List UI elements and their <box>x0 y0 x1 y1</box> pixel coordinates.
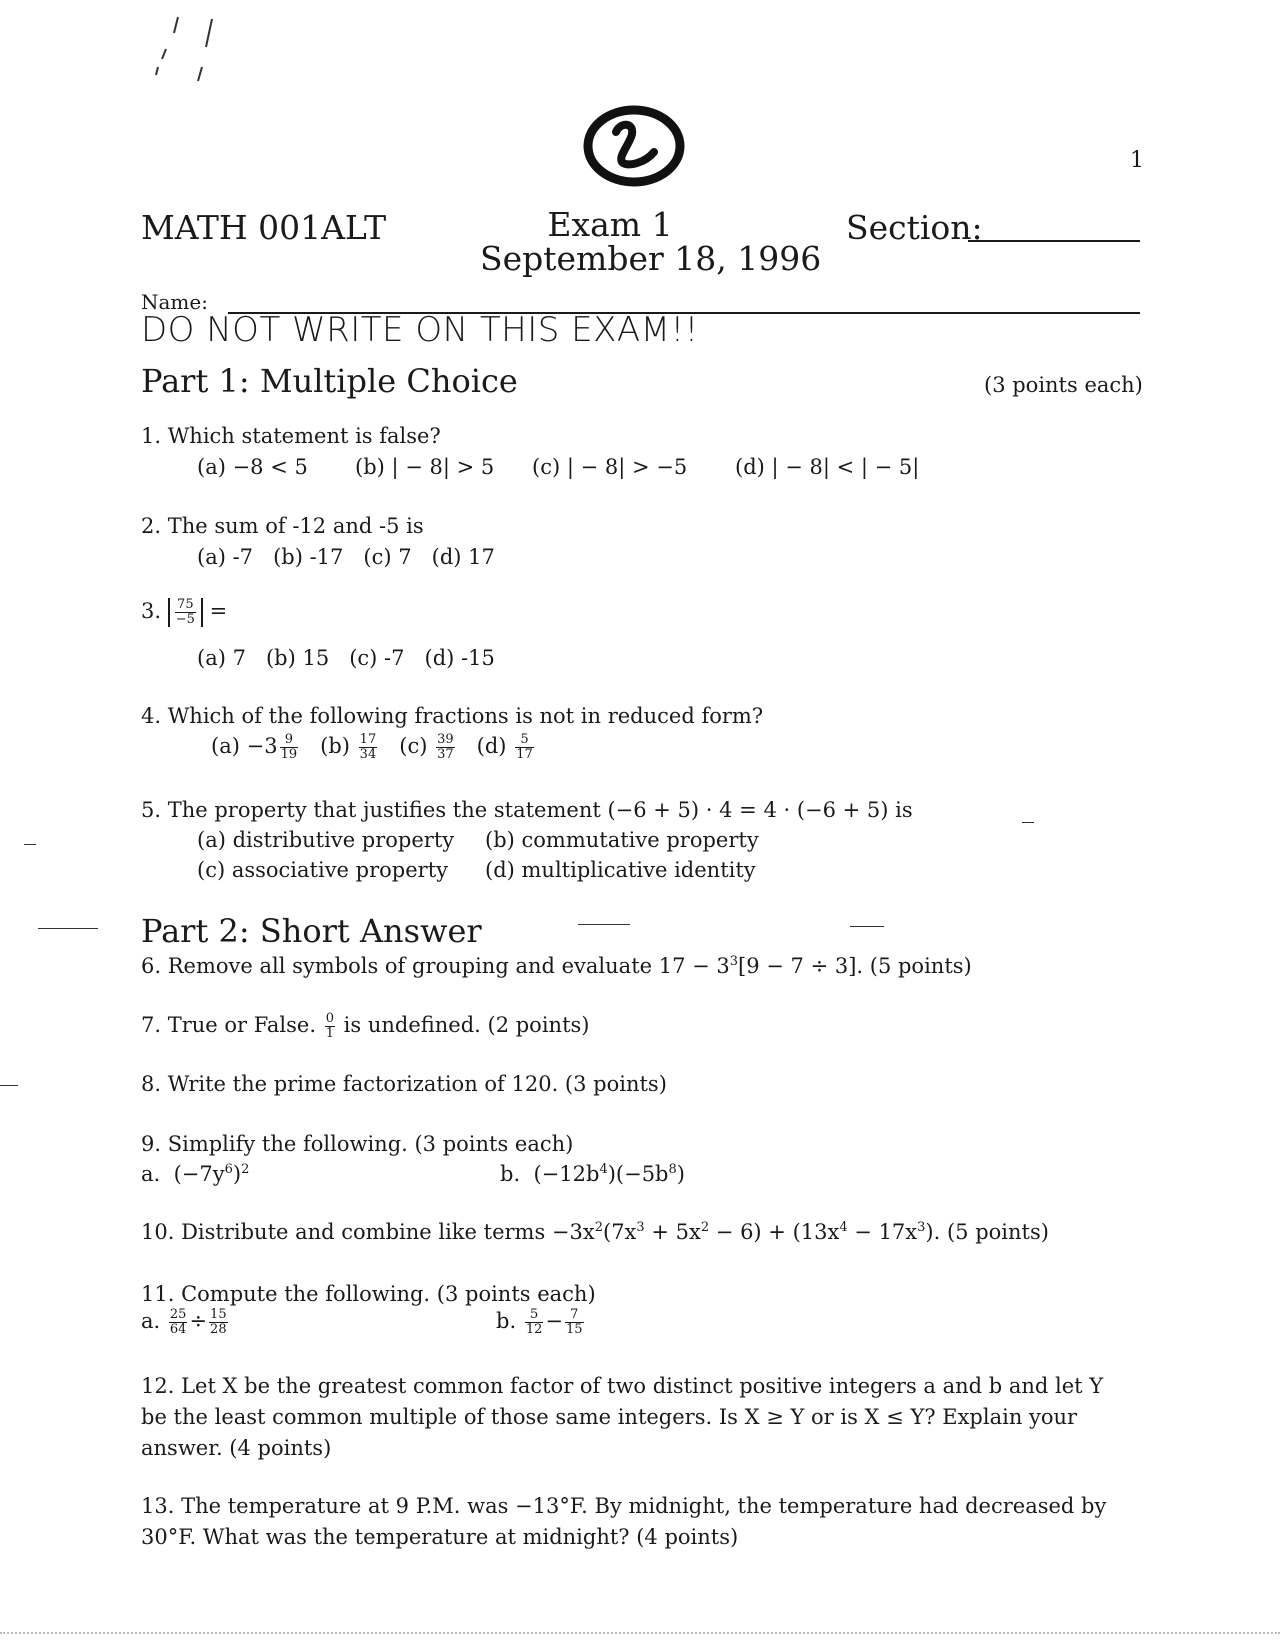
q9-a-exp1: 6 <box>224 1162 233 1177</box>
q11-b-n1: 5 <box>525 1308 544 1323</box>
handwritten-circled-mark-icon <box>582 104 686 188</box>
q11-b-d1: 12 <box>525 1322 543 1337</box>
q7-frac-den: 1 <box>325 1026 334 1041</box>
q4-a-label: (a) <box>211 734 240 758</box>
q13-line1: 13. The temperature at 9 P.M. was −13°F. By midnight, the temperature had decreased by <box>141 1494 1107 1518</box>
q11-b-frac1 <box>525 1308 544 1337</box>
q4-a-whole: −3 <box>246 734 278 758</box>
q11-a-label: a. <box>141 1309 161 1333</box>
q4-d-num: 5 <box>515 733 534 748</box>
q10-p6: ). (5 points) <box>925 1220 1049 1244</box>
q9-part-a <box>141 1162 249 1186</box>
q10-s1: 2 <box>594 1220 603 1235</box>
q11-b-d2: 15 <box>565 1322 583 1337</box>
q5-option-c: (c) associative property <box>197 858 448 882</box>
q11-a-op: ÷ <box>189 1309 208 1333</box>
q11-a-n1: 25 <box>169 1307 187 1322</box>
q9-b-exp1: 4 <box>599 1162 608 1177</box>
q2-stem: 2. The sum of -12 and -5 is <box>141 514 424 538</box>
q11-a-n2: 15 <box>210 1307 227 1322</box>
q5-option-a: (a) distributive property <box>197 828 455 852</box>
q3-equals: = <box>209 599 228 623</box>
part2-heading: Part 2: Short Answer <box>141 912 482 950</box>
q11-a-d2: 28 <box>210 1322 227 1337</box>
scan-mark <box>38 928 98 929</box>
q11-a-frac1 <box>169 1308 188 1337</box>
q3-number: 3. <box>141 599 162 623</box>
q2-options: (a) -7 (b) -17 (c) 7 (d) 17 <box>197 545 495 569</box>
q9-b-base: (−12b <box>533 1162 600 1186</box>
name-label: Name: <box>141 290 208 314</box>
q4-stem: 4. Which of the following fractions is not in reduced form? <box>141 704 764 728</box>
q3-options: (a) 7 (b) 15 (c) -7 (d) -15 <box>197 646 495 670</box>
pen-marks-icon <box>150 15 230 85</box>
q1-option-b: (b) | − 8| > 5 <box>355 455 495 479</box>
q3-absolute-value <box>168 598 203 627</box>
q3-fraction <box>175 598 196 627</box>
q4-c-den: 37 <box>437 747 454 762</box>
q7-text <box>141 1012 589 1041</box>
scan-mark <box>1022 822 1034 823</box>
q13-line2: 30°F. What was the temperature at midnight? (4 points) <box>141 1525 739 1549</box>
q5-stem: 5. The property that justifies the statement (−6 + 5) · 4 = 4 · (−6 + 5) is <box>141 798 913 822</box>
q6-text-pre: 6. Remove all symbols of grouping and evaluate 17 − 3 <box>141 954 730 978</box>
warning-heading: DO NOT WRITE ON THIS EXAM!! <box>141 310 699 350</box>
q1-option-c: (c) | − 8| > −5 <box>532 455 688 479</box>
exam-date: September 18, 1996 <box>480 239 822 278</box>
q10-p4: − 6) + (13x <box>709 1220 840 1244</box>
q10-s5: 3 <box>917 1220 926 1235</box>
q11-stem: 11. Compute the following. (3 points each) <box>141 1282 596 1306</box>
q9-a-base: (−7y <box>173 1162 225 1186</box>
q11-b-n2: 7 <box>565 1308 584 1323</box>
q10-text <box>141 1220 1049 1244</box>
q10-p1: 10. Distribute and combine like terms −3x <box>141 1220 595 1244</box>
q10-p5: − 17x <box>847 1220 918 1244</box>
course-code: MATH 001ALT <box>141 208 387 247</box>
exam-title-block <box>480 205 822 278</box>
q11-part-b <box>496 1308 586 1337</box>
q5-option-d: (d) multiplicative identity <box>485 858 756 882</box>
q7-fraction <box>325 1012 335 1041</box>
q4-d-den: 17 <box>516 747 533 762</box>
q4-b-fraction <box>359 733 378 762</box>
q9-b-close: ) <box>676 1162 685 1186</box>
q11-b-frac2 <box>565 1308 584 1337</box>
q12-line1: 12. Let X be the greatest common factor of two distinct positive integers a and b and let Y <box>141 1374 1104 1398</box>
scan-mark <box>850 926 884 927</box>
q11-b-op: − <box>545 1309 563 1333</box>
q4-c-num: 39 <box>437 732 454 747</box>
q8-text: 8. Write the prime factorization of 120. (3 points) <box>141 1072 667 1096</box>
scan-mark <box>24 844 36 845</box>
q9-part-b <box>500 1162 685 1186</box>
q7-text-pre: 7. True or False. <box>141 1013 317 1037</box>
q10-s4: 4 <box>839 1220 848 1235</box>
q7-frac-num: 0 <box>325 1011 334 1026</box>
part1-points-note: (3 points each) <box>984 373 1143 397</box>
scan-bottom-dotted-line <box>0 1632 1280 1634</box>
q4-b-label: (b) <box>320 734 350 758</box>
q4-d-label: (d) <box>476 734 507 758</box>
section-label: Section: <box>846 208 983 247</box>
q10-s3: 2 <box>700 1220 710 1235</box>
q10-p2: (7x <box>603 1220 637 1244</box>
q6-text <box>141 954 972 978</box>
q4-b-num: 17 <box>359 732 377 747</box>
q11-part-a <box>141 1308 230 1337</box>
q1-option-d: (d) | − 8| < | − 5| <box>735 455 920 479</box>
q6-exponent: 3 <box>729 954 739 969</box>
q10-s2: 3 <box>636 1220 645 1235</box>
q1-stem: 1. Which statement is false? <box>141 424 441 448</box>
scan-mark <box>0 1085 18 1086</box>
q1-option-a: (a) −8 < 5 <box>197 455 308 479</box>
q4-d-fraction <box>515 733 534 762</box>
q12-line2: be the least common multiple of those same integers. Is X ≥ Y or is X ≤ Y? Explain your <box>141 1405 1078 1429</box>
q7-text-post: is undefined. (2 points) <box>343 1013 590 1037</box>
q4-c-label: (c) <box>399 734 428 758</box>
q11-a-d1: 64 <box>169 1322 187 1337</box>
q11-a-frac2 <box>209 1308 228 1337</box>
q9-b-exp2: 8 <box>668 1162 677 1177</box>
q4-c-fraction <box>436 733 455 762</box>
q3-frac-num: 75 <box>175 598 196 613</box>
exam-title: Exam 1 <box>547 205 673 244</box>
q12-line3: answer. (4 points) <box>141 1436 332 1460</box>
q9-b-label: b. <box>500 1162 521 1186</box>
q4-a-fraction <box>280 733 299 762</box>
q11-b-label: b. <box>496 1309 517 1333</box>
q3-frac-den: −5 <box>175 612 195 627</box>
q6-text-post: [9 − 7 ÷ 3]. (5 points) <box>738 954 972 978</box>
scan-mark <box>578 924 630 925</box>
q10-p3: + 5x <box>644 1220 701 1244</box>
q4-a-den: 19 <box>280 747 298 762</box>
page-number: 1 <box>1130 148 1144 173</box>
q9-a-exp2: 2 <box>241 1162 250 1177</box>
q9-a-close: ) <box>232 1162 242 1186</box>
q9-a-label: a. <box>141 1162 161 1186</box>
part1-heading: Part 1: Multiple Choice <box>141 362 518 400</box>
q4-a-num: 9 <box>280 733 299 748</box>
q4-options <box>211 733 536 762</box>
section-blank-line <box>968 240 1140 242</box>
q4-b-den: 34 <box>359 747 377 762</box>
q3-stem <box>141 598 227 627</box>
q9-b-mid: )(−5b <box>607 1162 669 1186</box>
q5-option-b: (b) commutative property <box>485 828 759 852</box>
q9-stem: 9. Simplify the following. (3 points each) <box>141 1132 574 1156</box>
